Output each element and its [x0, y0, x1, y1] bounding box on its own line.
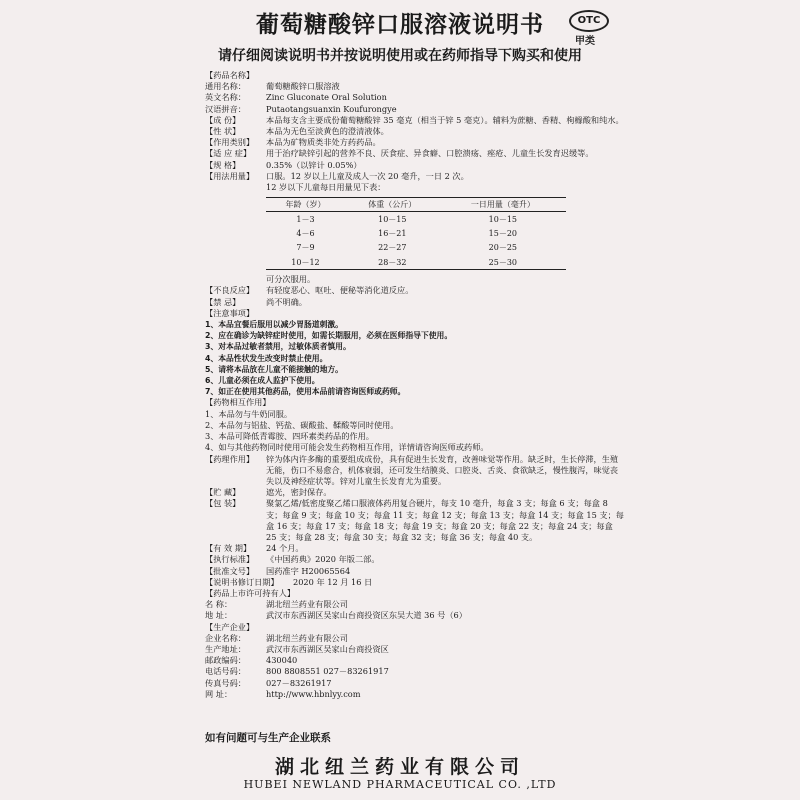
mfr-fax: 027－83261917 [266, 677, 332, 688]
section-label: 【性 状】 [205, 126, 241, 137]
table-cell: 16－21 [378, 229, 407, 239]
mfr-address-row [205, 644, 625, 655]
storage-text: 遮光，密封保存。 [266, 487, 332, 498]
section-label: 【不良反应】 [205, 285, 255, 296]
company-name-en: HUBEI NEWLAND PHARMACEUTICAL CO. ,LTD [243, 778, 557, 791]
table-cell: 10－12 [266, 255, 345, 270]
composition-row [205, 115, 625, 126]
standard-row [205, 554, 625, 565]
dosage-line1: 口服。12 岁以上儿童及成人一次 20 毫升，一日 2 次。 [266, 170, 469, 181]
dosage-line2: 12 岁以下儿童每日用量见下表： [266, 182, 386, 193]
mfr-name: 湖北纽兰药业有限公司 [266, 632, 348, 643]
field-label: 传真号码： [205, 677, 246, 688]
field-label: 名 称： [205, 599, 233, 610]
field-label: 英文名称： [205, 92, 246, 103]
validity-text: 24 个月。 [266, 543, 304, 554]
section-label: 【说明书修订日期】 [205, 576, 279, 587]
section-label: 【有 效 期】 [205, 543, 252, 554]
field-label: 通用名称： [205, 81, 246, 92]
section-label: 【用法用量】 [205, 170, 255, 181]
approval-row [205, 566, 625, 577]
field-label: 电话号码： [205, 666, 246, 677]
standard-text: 《中国药典》2020 年版二部。 [266, 554, 380, 565]
section-label: 【作用类别】 [205, 137, 255, 148]
approval-text: 国药准字 H20065564 [266, 565, 351, 576]
table-cell: 10－15 [488, 214, 518, 224]
contra-row [205, 297, 625, 308]
table-header: 一日用量（毫升） [440, 198, 566, 212]
section-mah: 【药品上市许可持有人】 [205, 587, 296, 598]
character-row [205, 126, 625, 137]
pinyin-name: Putaotangsuanxin Koufurongye [266, 103, 397, 114]
section-label: 【禁 忌】 [205, 296, 241, 307]
table-cell: 28－32 [345, 255, 440, 270]
section-interactions: 【药物相互作用】 [205, 397, 271, 408]
field-label: 邮政编码： [205, 655, 246, 666]
english-name-row [205, 92, 625, 103]
table-header-row [266, 198, 566, 212]
package-row [205, 498, 625, 543]
table-cell: 1－3 [296, 214, 315, 224]
section-label: 【贮 藏】 [205, 487, 241, 498]
spec-row [205, 160, 625, 171]
table-row [266, 255, 566, 270]
revision-text: 2020 年 12 月 16 日 [293, 576, 373, 587]
section-drug-name: 【药品名称】 [205, 70, 255, 80]
dosage-table [266, 197, 566, 270]
pharmacology-text: 锌为体内许多酶的重要组成成份，具有促进生长发育，改善味觉等作用。缺乏时，生长停滞，生殖无能，伤口不易愈合，机体衰弱，还可发生结膜炎、口腔炎、舌炎、食欲缺乏，慢性腹泻，味觉丧失以及神经症状等。锌对儿童生长发育尤为重要。 [266, 453, 619, 486]
list-item: 4、如与其他药物同时使用可能会发生药物相互作用，详情请咨询医师或药师。 [205, 442, 489, 453]
storage-row [205, 487, 625, 498]
table-row [266, 241, 566, 255]
category-row [205, 137, 625, 148]
table-cell: 4－6 [296, 229, 315, 239]
list-item: 3、对本品过敏者禁用，过敏体质者慎用。 [205, 342, 351, 352]
dosage-after: 可分次服用。 [266, 274, 316, 285]
section-label: 【成 份】 [205, 114, 241, 125]
pharmacology-row [205, 454, 625, 488]
mah-name: 湖北纽兰药业有限公司 [266, 599, 348, 610]
table-cell: 7－9 [296, 243, 315, 253]
adverse-text: 有轻度恶心、呕吐、便秘等消化道反应。 [266, 285, 414, 296]
table-row [266, 227, 566, 241]
table-cell: 20－25 [488, 243, 518, 253]
validity-row [205, 543, 625, 554]
list-item: 1、本品勿与牛奶同服。 [205, 408, 293, 419]
mfr-fax-row [205, 678, 625, 689]
list-item: 4、本品性状发生改变时禁止使用。 [205, 353, 328, 363]
field-label: 企业名称： [205, 632, 246, 643]
table-row [266, 212, 566, 227]
table-cell: 15－20 [488, 229, 518, 239]
field-label: 生产地址： [205, 643, 246, 654]
section-label: 【批准文号】 [205, 565, 255, 576]
section-label: 【包 装】 [205, 498, 241, 509]
table-cell: 25－30 [440, 255, 566, 270]
list-item: 7、如正在使用其他药品，使用本品前请咨询医师或药师。 [205, 387, 406, 397]
field-label: 汉语拼音： [205, 103, 246, 114]
mfr-website: http://www.hbnlyy.com [266, 688, 361, 699]
generic-name: 葡萄糖酸锌口服溶液 [266, 81, 340, 92]
list-item: 2、本品勿与铝盐、钙盐、碳酸盐、鞣酸等同时使用。 [205, 419, 399, 430]
document-title: 葡萄糖酸锌口服溶液说明书 [256, 12, 544, 38]
character-text: 本品为无色至淡黄色的澄清液体。 [266, 126, 389, 137]
mfr-name-row [205, 633, 625, 644]
otc-badge: OTC [569, 10, 609, 32]
leaflet-body [205, 70, 625, 700]
table-header: 体重（公斤） [345, 198, 440, 212]
mfr-address: 武汉市东西湖区吴家山台商投资区 [266, 643, 389, 654]
contact-notice: 如有问题可与生产企业联系 [205, 732, 331, 744]
section-precautions: 【注意事项】 [205, 307, 255, 318]
usage-notice: 请仔细阅读说明书并按说明使用或在药师指导下购买和使用 [218, 48, 582, 64]
mfr-zip-row [205, 655, 625, 666]
section-label: 【适 应 症】 [205, 148, 252, 159]
indication-text: 用于治疗缺锌引起的营养不良、厌食症、异食癖、口腔溃疡、痤疮、儿童生长发育迟缓等。 [266, 148, 594, 159]
indication-row [205, 148, 625, 159]
table-cell: 10－15 [378, 214, 407, 224]
mah-name-row [205, 599, 625, 610]
package-text: 聚氯乙烯/低密度聚乙烯口服液体药用复合硬片，每支 10 毫升，每盒 3 支；每盒 6 支；每盒 8 支；每盒 9 支；每盒 10 支；每盒 11 支；每盒 12 支；每盒 13 支；每盒 14 支；每盒 15 支；每盒 16 支；每盒 17 支；每盒 18 支；每盒 19 支；每盒 20 支；每盒 22 支；每盒 24 支；每盒 25 支；每盒 28 支；每盒 30 支；每盒 32 支；每盒 36 支；每盒 40 支。 [266, 498, 624, 542]
contra-text: 尚不明确。 [266, 296, 307, 307]
table-cell: 22－27 [378, 243, 407, 253]
list-item: 1、本品宜餐后服用以减少胃肠道刺激。 [205, 320, 343, 330]
mah-address-row [205, 610, 625, 621]
revision-row [205, 577, 625, 588]
mfr-web-row [205, 689, 625, 700]
otc-class-label: 甲类 [575, 36, 595, 47]
list-item: 6、儿童必须在成人监护下使用。 [205, 376, 320, 386]
field-label: 地 址： [205, 610, 233, 621]
adverse-row [205, 285, 625, 296]
spec-text: 0.35%（以锌计 0.05%） [266, 159, 362, 170]
list-item: 5、请将本品放在儿童不能接触的地方。 [205, 364, 343, 374]
mfr-zip: 430040 [266, 655, 298, 666]
company-name-cn: 湖北纽兰药业有限公司 [274, 756, 525, 778]
list-item: 3、本品可降低青霉胺、四环素类药品的作用。 [205, 431, 374, 442]
table-header: 年龄（岁） [266, 198, 345, 212]
generic-name-row [205, 81, 625, 92]
list-item: 2、应在确诊为缺锌症时使用，如需长期服用，必须在医师指导下使用。 [205, 331, 453, 341]
composition-text: 本品每支含主要成份葡萄糖酸锌 35 毫克（相当于锌 5 毫克）。辅料为蔗糖、香精、枸橼酸和纯水。 [266, 114, 624, 125]
mah-address: 武汉市东西湖区吴家山台商投资区东吴大道 36 号（6） [266, 610, 467, 621]
english-name: Zinc Gluconate Oral Solution [266, 92, 387, 103]
section-label: 【执行标准】 [205, 554, 255, 565]
mfr-tel: 800 8808551 027－83261917 [266, 666, 389, 677]
section-manufacturer: 【生产企业】 [205, 621, 255, 632]
category-text: 本品为矿物质类非处方药药品。 [266, 137, 381, 148]
mfr-tel-row [205, 666, 625, 677]
section-label: 【规 格】 [205, 159, 241, 170]
pinyin-row [205, 104, 625, 115]
field-label: 网 址： [205, 688, 233, 699]
dosage-row [205, 171, 625, 182]
section-label: 【药理作用】 [205, 453, 255, 464]
